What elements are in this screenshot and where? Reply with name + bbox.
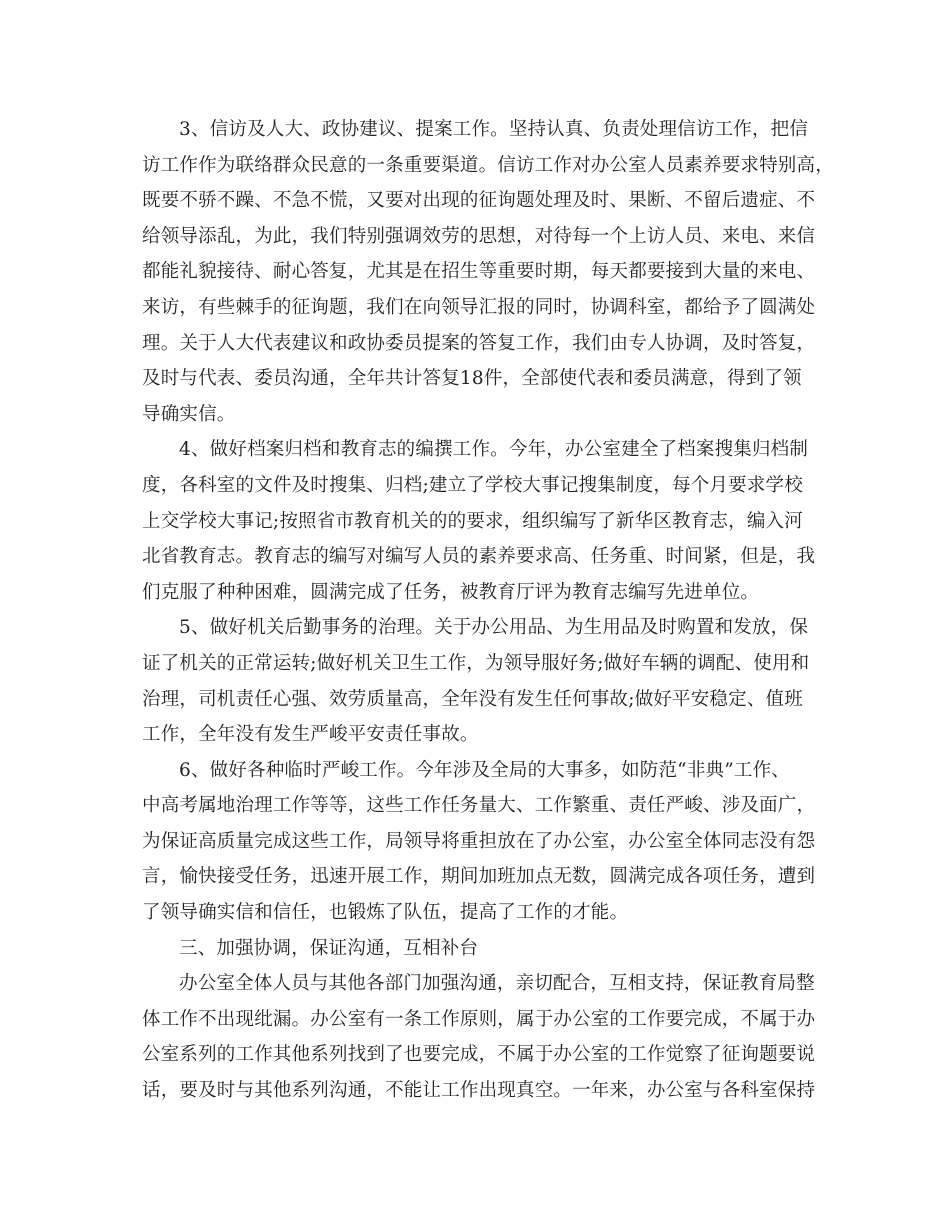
text-line: 了领导确实信和信任，也锻炼了队伍，提高了工作的才能。 (142, 902, 629, 924)
paragraph-coordination (142, 966, 822, 1108)
text-line: 证了机关的正常运转;做好机关卫生工作，为领导服好务;做好车辆的调配、使用和 (142, 652, 810, 674)
text-line: 北省教育志。教育志的编写对编写人员的素养要求高、任务重、时间紧，但是，我 (142, 546, 816, 568)
text-line: 工作，全年没有发生严峻平安责任事故。 (142, 724, 479, 746)
paragraph-petitions (142, 112, 834, 432)
text-line: 3、信访及人大、政协建议、提案工作。坚持认真、负责处理信访工作，把信 (179, 119, 809, 140)
text-line: 公室系列的工作其他系列找到了也要完成，不属于办公室的工作觉察了征询题要说 (142, 1044, 816, 1066)
text-line: 度，各科室的文件及时搜集、归档;建立了学校大事记搜集制度，每个月要求学校 (142, 474, 803, 496)
text-line: 办公室全体人员与其他各部门加强沟通，亲切配合，互相支持，保证教育局整 (179, 973, 815, 995)
document-body (142, 112, 834, 1109)
paragraph-archives (142, 432, 822, 610)
text-line: 治理，司机责任心强、效劳质量高，全年没有发生任何事故;做好平安稳定、值班 (142, 688, 803, 710)
paragraph-temporary-work (142, 753, 822, 931)
text-line: 都能礼貌接待、耐心答复，尤其是在招生等重要时期，每天都要接到大量的来电、 (142, 261, 816, 283)
text-line: 话，要及时与其他系列沟通，不能让工作出现真空。一年来，办公室与各科室保持 (142, 1080, 816, 1102)
text-line: 给领导添乱，为此，我们特别强调效劳的思想，对待每一个上访人员、来电、来信 (142, 225, 816, 247)
text-line: 三、加强协调，保证沟通，互相补台 (179, 937, 479, 959)
section-heading (142, 931, 822, 967)
text-line: 体工作不出现纰漏。办公室有一条工作原则，属于办公室的工作要完成，不属于办 (142, 1008, 816, 1030)
text-line: 访工作作为联络群众民意的一条重要渠道。信访工作对办公室人员素养要求特别高， (142, 154, 834, 176)
text-line: 5、做好机关后勤事务的治理。关于办公用品、为生用品及时购置和发放，保 (179, 617, 809, 639)
text-line: 4、做好档案归档和教育志的编撰工作。今年，办公室建全了档案搜集归档制 (179, 439, 809, 461)
text-line: 来访，有些棘手的征询题，我们在向领导汇报的同时，协调科室，都给予了圆满处 (142, 296, 816, 318)
paragraph-logistics (142, 610, 822, 752)
text-line: 上交学校大事记;按照省市教育机关的的要求，组织编写了新华区教育志，编入河 (142, 510, 803, 532)
text-line: 言，愉快接受任务，迅速开展工作，期间加班加点无数，圆满完成各项任务，遭到 (142, 866, 816, 888)
text-line: 导确实信。 (142, 403, 236, 425)
text-line: 为保证高质量完成这些工作，局领导将重担放在了办公室，办公室全体同志没有怨 (142, 830, 816, 852)
text-line: 既要不骄不躁、不急不慌，又要对出现的征询题处理及时、果断、不留后遗症、不 (142, 190, 816, 212)
text-line: 理。关于人大代表建议和政协委员提案的答复工作，我们由专人协调，及时答复， (142, 332, 816, 354)
text-line: 们克服了种种困难，圆满完成了任务，被教育厅评为教育志编写先进单位。 (142, 581, 760, 603)
text-line: 中高考属地治理工作等等，这些工作任务量大、工作繁重、责任严峻、涉及面广， (142, 795, 816, 817)
text-line: 及时与代表、委员沟通，全年共计答复18件，全部使代表和委员满意，得到了领 (142, 368, 802, 390)
text-line: 6、做好各种临时严峻工作。今年涉及全局的大事多，如防范“非典”工作、 (179, 759, 790, 781)
